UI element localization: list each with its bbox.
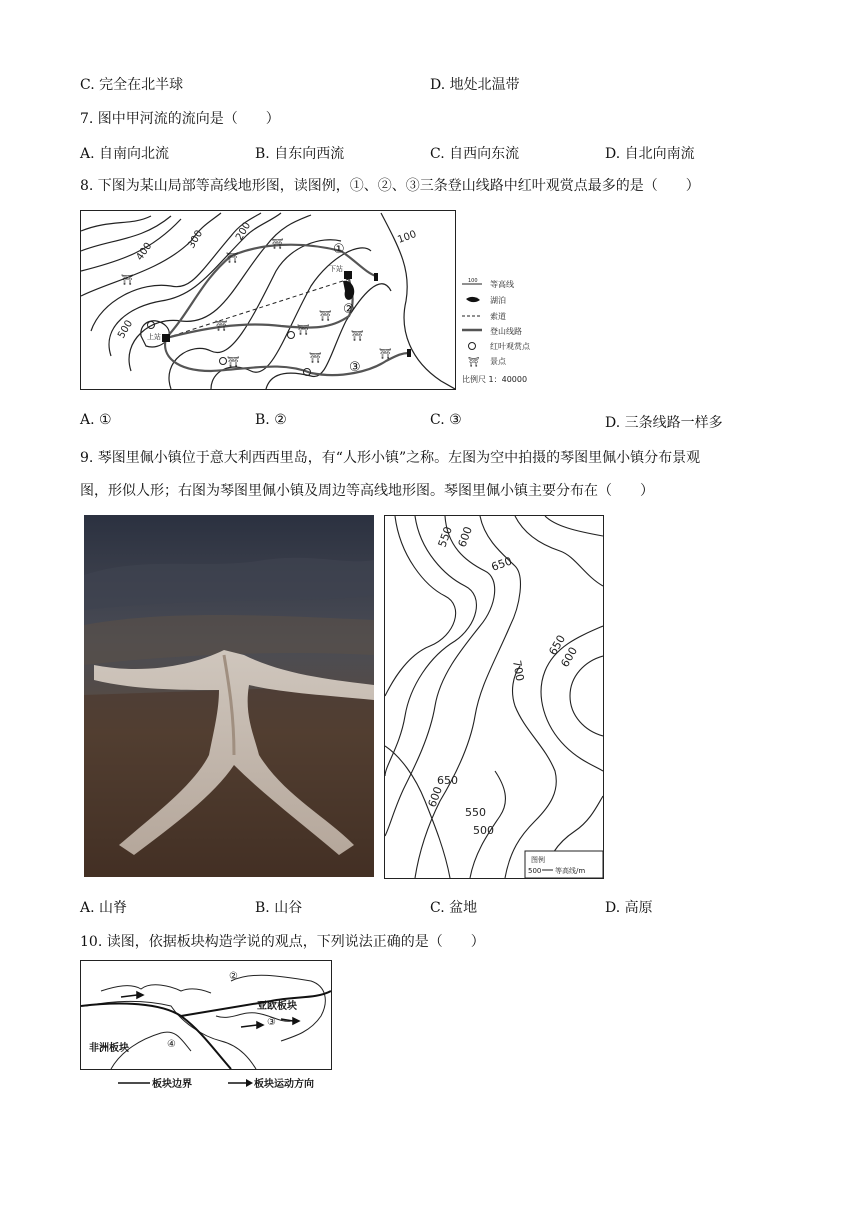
route-3-mark: ③: [349, 360, 361, 375]
q7-option-c: C. 自西向东流: [430, 146, 520, 162]
q8-scale: 比例尺 1：40000: [462, 375, 528, 384]
q8-legend: [460, 272, 550, 392]
bottom-station-label: 下站: [329, 265, 343, 273]
q9-option-a: A. 山脊: [80, 900, 128, 916]
legend-motion: 板块运动方向: [254, 1079, 314, 1090]
svg-text:500: 500: [116, 318, 136, 341]
q8-option-b: B. ②: [255, 412, 287, 428]
eurasia-plate-label: 亚欧板块: [257, 1001, 297, 1012]
svg-text:400: 400: [134, 240, 155, 263]
svg-text:⛩: ⛩: [351, 331, 364, 342]
contour-label: 500: [473, 824, 494, 837]
svg-text:200: 200: [234, 220, 254, 243]
legend-red-leaf: 红叶观赏点: [490, 342, 530, 351]
mark-4: ④: [167, 1039, 176, 1050]
svg-text:⛩: ⛩: [297, 325, 310, 336]
q7-option-d: D. 自北向南流: [605, 146, 695, 162]
contour-label: 600: [558, 644, 581, 670]
svg-text:⛩: ⛩: [319, 311, 332, 322]
contour-label: 600: [455, 524, 476, 550]
aerial-photo: [84, 515, 374, 877]
q9-option-c: C. 盆地: [430, 900, 478, 916]
q8-stem: 8. 下图为某山局部等高线地形图，读图例，①、②、③三条登山线路中红叶观赏点最多的是（ ）: [80, 178, 700, 194]
legend-cableway: 索道: [490, 312, 506, 321]
route-1-mark: ①: [333, 242, 345, 257]
legend-lake: 湖泊: [490, 296, 506, 305]
svg-text:300: 300: [186, 228, 206, 251]
svg-text:500: 500: [528, 867, 542, 875]
contour-label: 650: [437, 774, 458, 787]
top-station-label: 上站: [147, 333, 161, 341]
legend-contour: 等高线: [490, 280, 514, 289]
legend-scenic: 景点: [490, 357, 506, 366]
svg-text:100: 100: [396, 228, 418, 246]
q9-option-b: B. 山谷: [255, 900, 303, 916]
q8-option-d: D. 三条线路一样多: [605, 415, 723, 431]
q9-option-d: D. 高原: [605, 900, 653, 916]
svg-text:⛩: ⛩: [215, 321, 228, 332]
q6-option-d: D. 地处北温带: [430, 77, 520, 93]
legend-boundary: 板块边界: [152, 1079, 192, 1090]
svg-text:⛩: ⛩: [309, 353, 322, 364]
q10-plate-map: [80, 960, 332, 1070]
contour-label: 550: [435, 524, 456, 550]
route-2-mark: ②: [343, 302, 355, 317]
mark-2: ②: [229, 971, 238, 982]
q7-option-a: A. 自南向北流: [80, 146, 170, 162]
mark-3: ③: [267, 1017, 276, 1028]
q7-stem: 7. 图中甲河流的流向是（ ）: [80, 111, 280, 127]
q10-legend: [116, 1074, 366, 1092]
contour-label: 700: [510, 659, 527, 683]
contour-label: 550: [465, 806, 486, 819]
svg-text:⛩: ⛩: [271, 239, 284, 250]
svg-text:⛩: ⛩: [379, 349, 392, 360]
q9-stem-line2: 图，形似人形；右图为琴图里佩小镇及周边等高线地形图。琴图里佩小镇主要分布在（ ）: [80, 483, 654, 499]
svg-text:⛩: ⛩: [121, 275, 134, 286]
legend-title: 图例: [531, 856, 545, 864]
contour-label: 650: [489, 554, 514, 574]
contour-label: 600: [425, 784, 446, 810]
africa-plate-label: 非洲板块: [89, 1043, 129, 1054]
legend-contour-text: 等高线/m: [555, 867, 586, 875]
legend-route: 登山线路: [490, 327, 522, 336]
q8-option-c: C. ③: [430, 412, 462, 428]
svg-text:⛩: ⛩: [226, 253, 239, 264]
contour-label: 650: [546, 632, 569, 658]
svg-text:⛩: ⛩: [227, 357, 240, 368]
q7-option-b: B. 自东向西流: [255, 146, 345, 162]
q9-contour-map: [384, 515, 604, 879]
q8-contour-map: [80, 210, 456, 390]
q10-stem: 10. 读图，依据板块构造学说的观点，下列说法正确的是（ ）: [80, 934, 485, 950]
svg-text:⛩: ⛩: [468, 358, 480, 368]
q8-option-a: A. ①: [80, 412, 112, 428]
svg-text:100: 100: [468, 278, 478, 284]
q9-stem-line1: 9. 琴图里佩小镇位于意大利西西里岛，有“人形小镇”之称。左图为空中拍摄的琴图里佩小镇分布景观: [80, 450, 701, 466]
q6-option-c: C. 完全在北半球: [80, 77, 184, 93]
